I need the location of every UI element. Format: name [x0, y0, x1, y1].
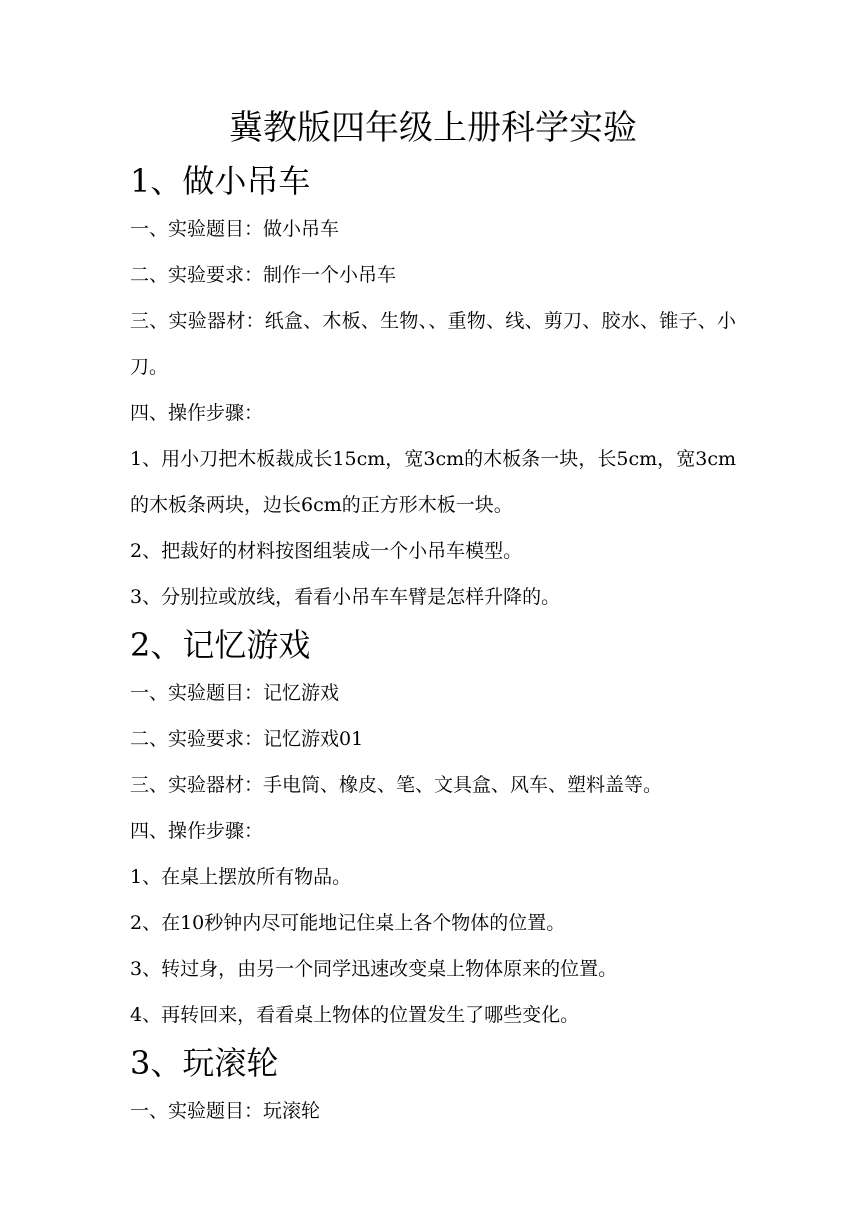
experiment-materials: 三、实验器材：纸盒、木板、生物、、重物、线、剪刀、胶水、锥子、小刀。	[130, 310, 736, 378]
section-rolling-wheel	[130, 1038, 736, 1134]
document-title: 冀教版四年级上册科学实验	[229, 108, 637, 148]
section-heading: 2、记忆游戏	[130, 626, 311, 664]
experiment-requirement: 二、实验要求：记忆游戏01	[130, 728, 364, 750]
procedure-step: 2、在10秒钟内尽可能地记住桌上各个物体的位置。	[130, 912, 566, 934]
procedure-step: 2、把裁好的材料按图组装成一个小吊车模型。	[130, 540, 523, 562]
experiment-materials: 三、实验器材：手电筒、橡皮、笔、文具盒、风车、塑料盖等。	[130, 774, 663, 796]
experiment-topic: 一、实验题目：玩滚轮	[130, 1100, 321, 1122]
experiment-topic: 一、实验题目：做小吊车	[130, 218, 340, 240]
procedure-heading: 四、操作步骤：	[130, 402, 264, 424]
section-heading: 3、玩滚轮	[130, 1044, 279, 1082]
procedure-step: 3、分别拉或放线，看看小吊车车臂是怎样升降的。	[130, 586, 561, 608]
procedure-step: 4、再转回来，看看桌上物体的位置发生了哪些变化。	[130, 1004, 580, 1026]
section-crane	[130, 156, 736, 620]
procedure-heading: 四、操作步骤：	[130, 820, 264, 842]
procedure-step: 1、用小刀把木板裁成长15cm，宽3cm的木板条一块，长5cm，宽3cm的木板条两块，边长6cm的正方形木板一块。	[130, 448, 736, 516]
section-heading: 1、做小吊车	[130, 162, 311, 200]
section-memory-game	[130, 620, 736, 1038]
experiment-topic: 一、实验题目：记忆游戏	[130, 682, 340, 704]
procedure-step: 3、转过身，由另一个同学迅速改变桌上物体原来的位置。	[130, 958, 618, 980]
experiment-requirement: 二、实验要求：制作一个小吊车	[130, 264, 397, 286]
procedure-step: 1、在桌上摆放所有物品。	[130, 866, 352, 888]
